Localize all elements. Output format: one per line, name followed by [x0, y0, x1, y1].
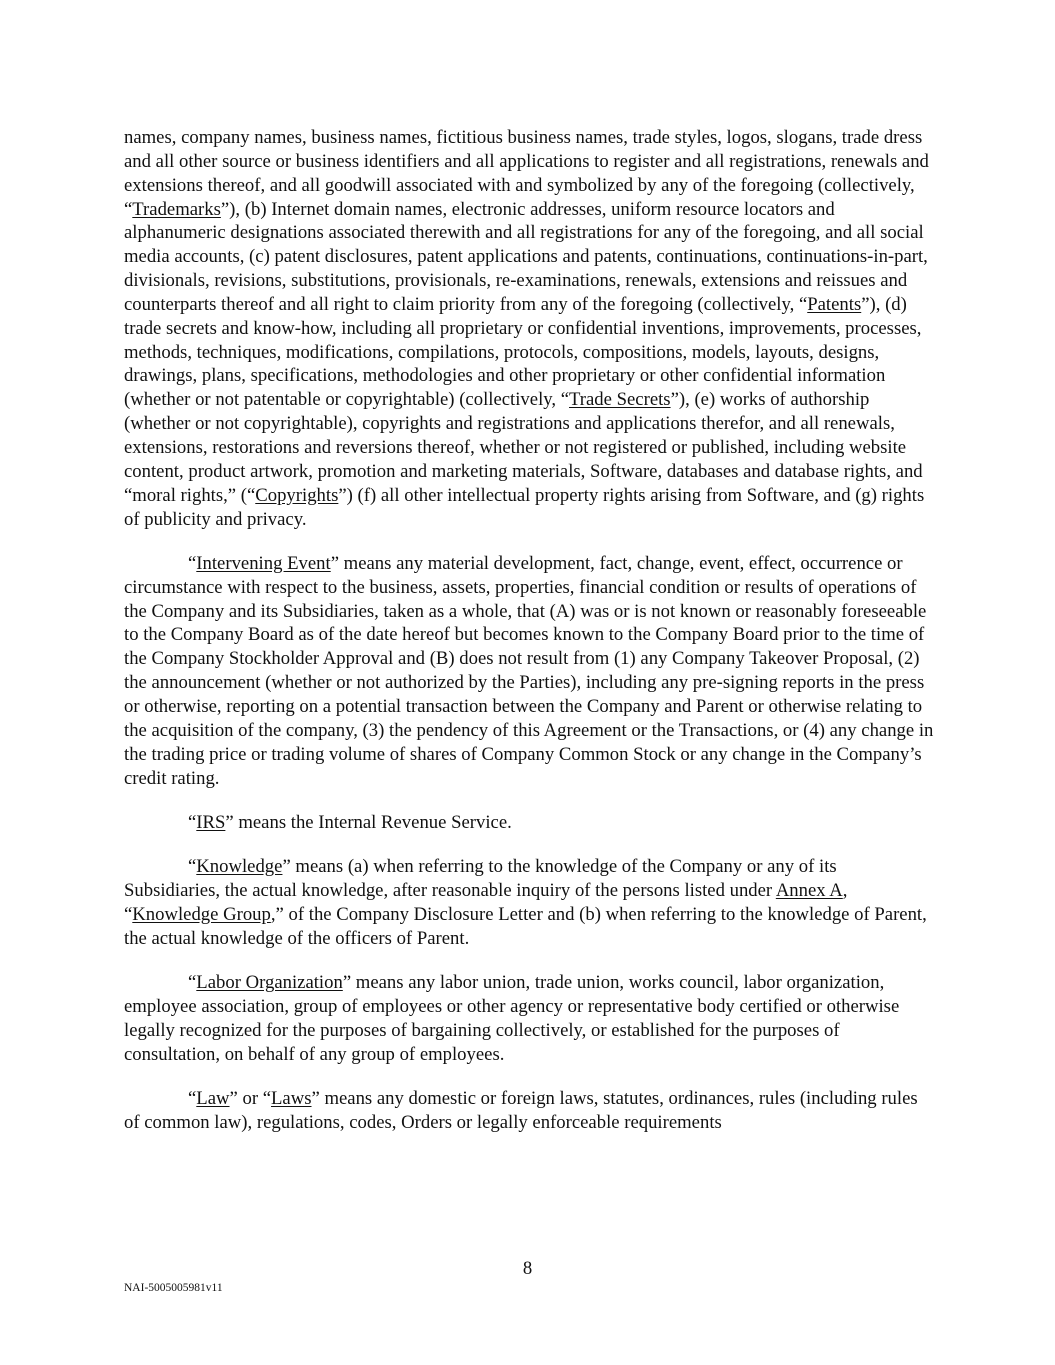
paragraph-text: ” means any labor union, trade union, works council, labor organization, employee association, group of employees or other agency or representative body certified or otherwise legally recognized for the purposes of bargaining collectively, or established for the purposes of consultation, on behalf of any group of employees. — [124, 972, 900, 1065]
defined-term: Intervening Event — [196, 552, 331, 574]
paragraph-text: ”), (e) works of authorship (whether or not copyrightable), copyrights and registrations and applications therefor, and all renewals, extensions, restorations and reversions thereof, whether or not registered or published, including website content, product artwork, promotion and marketing materials, Software, databases and database rights, and “moral rights,” (“ — [124, 389, 923, 506]
paragraph-text: ”), (d) trade secrets and know-how, including all proprietary or confidential inventions, improvements, processes, methods, techniques, modifications, compilations, protocols, compositions, models, layouts, designs, drawings, plans, specifications, methodologies and other proprietary or other confidential information (whether or not patentable or copyrightable) (collectively, “ — [124, 293, 922, 411]
defined-term: Trademarks — [132, 198, 221, 220]
paragraph-text: ” means any domestic or foreign laws, statutes, ordinances, rules (including rules of common law), regulations, codes, Orders or legally enforceable requirements — [124, 1088, 918, 1134]
paragraph-ip-definition-continued — [124, 126, 934, 531]
document-id: NAI-5005005981v11 — [124, 1282, 223, 1294]
defined-term: Patents — [807, 293, 862, 315]
paragraph-text: names, company names, business names, fictitious business names, trade styles, logos, slogans, trade dress and all other source or business identifiers and all applications to register and all registrations, renewals and extensions thereof, and all goodwill associated with and symbolized by any of the foregoing (collectively, “ — [124, 127, 929, 220]
defined-term: Law — [196, 1088, 230, 1110]
paragraph-text: ” means any material development, fact, change, event, effect, occurrence or circumstance with respect to the business, assets, properties, financial condition or results of operations of the Company and its Subsidiaries, taken as a whole, that (A) was or is not known or reasonably foreseeable to the Company Board as of the date hereof but becomes known to the Company Board prior to the time of the Company Stockholder Approval and (B) does not result from (1) any Company Takeover Proposal, (2) the announcement (whether or not authorized by the Parties), including any pre-signing reports in the press or otherwise, reporting on a potential transaction between the Company and Parent or otherwise relating to the acquisition of the company, (3) the pendency of this Agreement or the Transactions, or (4) any change in the trading price or trading volume of shares of Company Common Stock or any change in the Company’s credit rating. — [124, 552, 934, 789]
page-number: 8 — [522, 1258, 533, 1279]
defined-term: IRS — [196, 811, 226, 833]
paragraph-text: , “ — [124, 880, 848, 926]
paragraph-text: ”), (b) Internet domain names, electronic addresses, uniform resource locators and alphanumeric designations associated therewith and all registrations for any of the foregoing, and all social media accounts, (c) patent disclosures, patent applications and patents, continuations, continuations-in-part, divisionals, revisions, substitutions, provisionals, re-examinations, renewals, extensions and reissues and counterparts thereof and all right to claim priority from any of the foregoing (collectively, “ — [124, 198, 928, 315]
paragraph-irs-definition — [124, 811, 934, 835]
paragraph-intervening-event-definition — [124, 552, 934, 790]
defined-term: Knowledge — [196, 856, 283, 878]
paragraph-knowledge-definition — [124, 855, 934, 950]
paragraph-text: ” means the Internal Revenue Service. — [225, 811, 512, 833]
paragraph-text: “ — [188, 552, 197, 574]
paragraph-text: “ — [188, 1088, 197, 1110]
paragraph-text: ”) (f) all other intellectual property rights arising from Software, and (g) rights of publicity and privacy. — [124, 484, 925, 530]
paragraph-text: “ — [188, 972, 197, 994]
defined-term: Labor Organization — [196, 972, 343, 994]
defined-term: Copyrights — [255, 484, 339, 506]
paragraph-law-definition — [124, 1087, 934, 1135]
paragraph-text: ” or “ — [229, 1088, 272, 1110]
defined-term: Knowledge Group — [132, 904, 271, 926]
defined-term: Laws — [271, 1088, 312, 1110]
defined-term: Annex A — [775, 880, 843, 902]
paragraph-text: ” means (a) when referring to the knowledge of the Company or any of its Subsidiaries, the actual knowledge, after reasonable inquiry of the persons listed under — [124, 856, 837, 902]
paragraph-text: “ — [188, 811, 197, 833]
document-body — [124, 126, 934, 1156]
paragraph-text: “ — [188, 856, 197, 878]
paragraph-text: ,” of the Company Disclosure Letter and (b) when referring to the knowledge of Parent, the actual knowledge of the officers of Parent. — [124, 904, 927, 949]
paragraph-labor-organization-definition — [124, 971, 934, 1066]
defined-term: Trade Secrets — [569, 389, 671, 411]
